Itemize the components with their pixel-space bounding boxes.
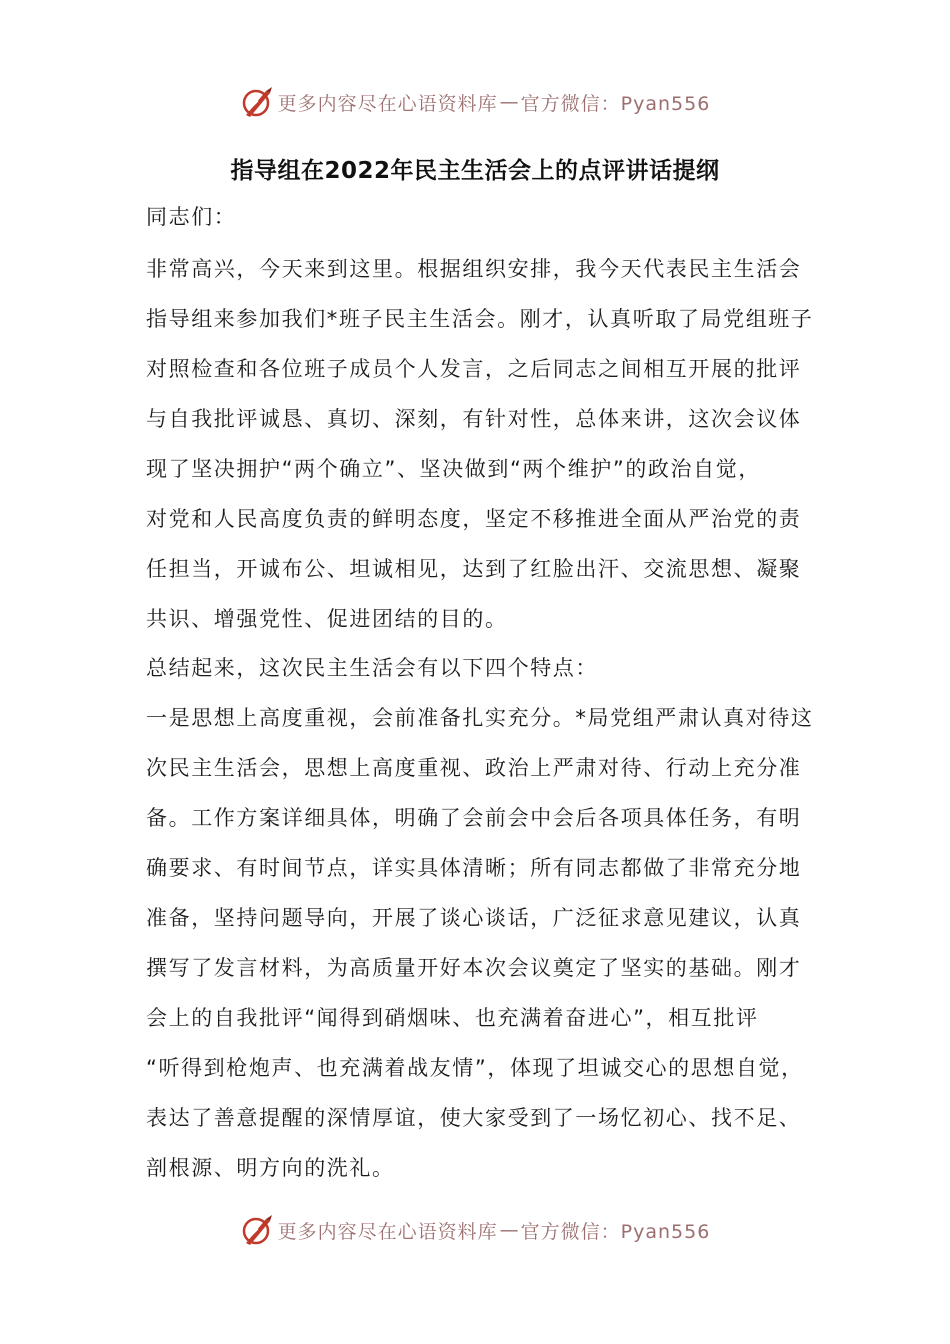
watermark-separator: — bbox=[499, 91, 519, 113]
watermark-wechat: 官方微信：Pyan556 bbox=[520, 92, 711, 115]
text-line: “听得到枪炮声、也充满着战友情”，体现了坦诚交心的思想自觉， bbox=[146, 1056, 804, 1080]
text-line: 共识、增强党性、促进团结的目的。 bbox=[146, 607, 508, 631]
watermark-brand: 更多内容尽在心语资料库 bbox=[277, 92, 498, 115]
text-line: 会上的自我批评“闻得到硝烟味、也充满着奋进心”，相互批评 bbox=[146, 1006, 759, 1030]
watermark-separator: — bbox=[499, 1219, 519, 1241]
text-line: 现了坚决拥护“两个确立”、坚决做到“两个维护”的政治自觉， bbox=[146, 457, 761, 481]
text-line: 对照检查和各位班子成员个人发言，之后同志之间相互开展的批评 bbox=[146, 357, 802, 381]
watermark-banner-top bbox=[0, 82, 950, 122]
document-title: 指导组在2022年民主生活会上的点评讲话提纲 bbox=[230, 158, 720, 184]
text-line: 总结起来，这次民主生活会有以下四个特点： bbox=[146, 656, 598, 680]
text-line: 撰写了发言材料，为高质量开好本次会议奠定了坚实的基础。刚才 bbox=[146, 956, 802, 980]
text-line: 确要求、有时间节点，详实具体清晰；所有同志都做了非常充分地 bbox=[146, 856, 802, 880]
text-line: 同志们： bbox=[146, 205, 237, 229]
text-line: 与自我批评诚恳、真切、深刻，有针对性，总体来讲，这次会议体 bbox=[146, 407, 802, 431]
text-line: 对党和人民高度负责的鲜明态度，坚定不移推进全面从严治党的责 bbox=[146, 507, 802, 531]
text-line: 表达了善意提醒的深情厚谊，使大家受到了一场忆初心、找不足、 bbox=[146, 1106, 802, 1130]
watermark-wechat: 官方微信：Pyan556 bbox=[520, 1220, 711, 1243]
text-line: 准备，坚持问题导向，开展了谈心谈话，广泛征求意见建议，认真 bbox=[146, 906, 802, 930]
text-line: 备。工作方案详细具体，明确了会前会中会后各项具体任务，有明 bbox=[146, 806, 802, 830]
text-line: 一是思想上高度重视，会前准备扎实充分。*局党组严肃认真对待这 bbox=[146, 706, 814, 730]
text-line: 非常高兴，今天来到这里。根据组织安排，我今天代表民主生活会 bbox=[146, 257, 802, 281]
text-line: 次民主生活会，思想上高度重视、政治上严肃对待、行动上充分准 bbox=[146, 756, 802, 780]
quill-logo-icon bbox=[240, 85, 274, 119]
quill-logo-icon bbox=[240, 1213, 274, 1247]
watermark-brand: 更多内容尽在心语资料库 bbox=[277, 1220, 498, 1243]
text-line: 剖根源、明方向的洗礼。 bbox=[146, 1156, 395, 1180]
watermark-banner-bottom bbox=[0, 1210, 950, 1250]
text-line: 指导组来参加我们*班子民主生活会。刚才，认真听取了局党组班子 bbox=[146, 307, 814, 331]
text-line: 任担当，开诚布公、坦诚相见，达到了红脸出汗、交流思想、凝聚 bbox=[146, 557, 802, 581]
